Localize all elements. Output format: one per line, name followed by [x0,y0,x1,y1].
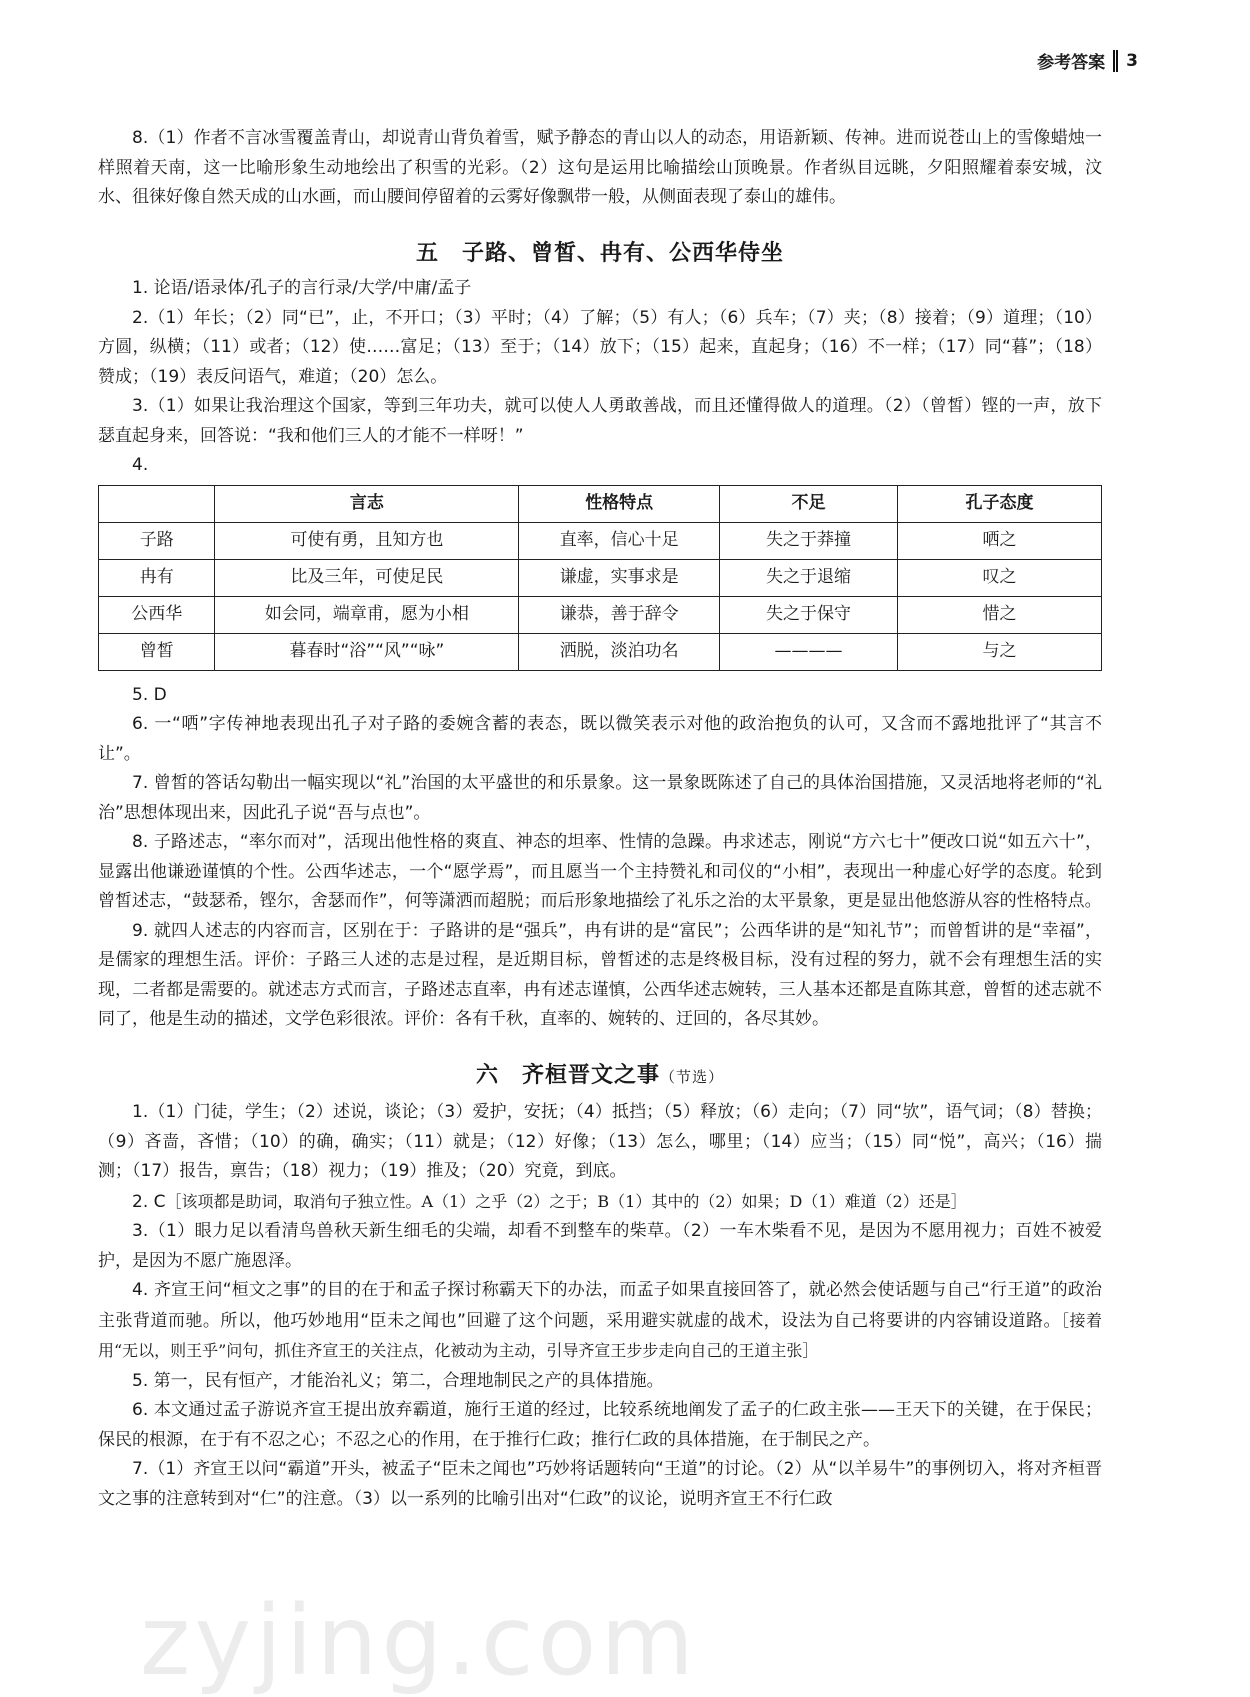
s5-answer-1: 1. 论语/语录体/孔子的言行录/大学/中庸/孟子 [132,278,472,298]
table-row [99,633,1102,670]
s5-answer-8: 8. 子路述志，“率尔而对”，活现出他性格的爽直、神态的坦率、性情的急躁。冉求述志，刚说“方六七十”便改口说“如五六十”，显露出他谦逊谨慎的个性。公西华述志，一个“愿学焉”，而且愿当一个主持赞礼和司仪的“小相”，表现出一种虚心好学的态度。轮到曾皙述志，“鼓瑟希，铿尔，舍瑟而作”，何等潇洒而超脱；而后形象地描绘了礼乐之治的太平景象，更是显出他悠游从容的性格特点。 [98,832,1102,911]
section-6-title [98,1061,1102,1093]
table-cell: 暮春时“浴”“风”“咏” [215,633,519,670]
table-header-row [99,485,1102,522]
s6-answer-4-main: 4. 齐宣王问“桓文之事”的目的在于和孟子探讨称霸天下的办法，而孟子如果直接回答了，就必然会使话题与自己“行王道”的政治主张背道而驰。所以，他巧妙地用“臣未之闻也”回避了这个问题，采用避实就虚的战术，设法为自己将要讲的内容铺设道路。 [98,1280,1102,1331]
table-header-cell: 言志 [215,485,519,522]
table-cell: 比及三年，可使足民 [215,559,519,596]
table-header-cell: 不足 [719,485,897,522]
table-cell: 冉有 [99,559,215,596]
page-content [98,124,1102,1514]
s6-answer-4-note: ［接着用“无以，则王乎”问句，抓住齐宣王的关注点，化被动为主动，引导齐宣王步步走向自己的王道主张］ [98,1310,1102,1360]
table-cell: 叹之 [898,559,1102,596]
table-cell: 子路 [99,522,215,559]
table-cell: 谦恭，善于辞令 [519,596,720,633]
s5-answer-4-label: 4. [132,455,149,475]
s6-answer-2 [98,1187,1102,1218]
section-5-title: 五 子路、曾皙、冉有、公西华侍坐 [415,239,784,266]
page-header [1037,48,1138,73]
table-cell: 如会同，端章甫，愿为小相 [215,596,519,633]
table-row [99,522,1102,559]
character-comparison-table [98,485,1102,671]
table-row [99,559,1102,596]
table-row [99,596,1102,633]
header-divider [1113,50,1118,72]
watermark: zyjing.com [140,1585,698,1697]
s6-answer-5: 5. 第一，民有恒产，才能治礼义；第二，合理地制民之产的具体措施。 [132,1370,664,1391]
table-cell: 哂之 [898,522,1102,559]
table-header-cell [99,485,215,522]
s5-answer-2: 2.（1）年长；（2）同“已”，止，不开口；（3）平时；（4）了解；（5）有人；（6）兵车；（7）夹；（8）接着；（9）道理；（10）方圆，纵横；（11）或者；（12）使……富足；（13）至于；（14）放下；（15）起来，直起身；（16）不一样；（17）同“暮”；（18）赞成；（19）表反问语气，难道；（20）怎么。 [98,307,1102,387]
table-cell: 洒脱，淡泊功名 [519,633,720,670]
s5-answer-9: 9. 就四人述志的内容而言，区别在于：子路讲的是“强兵”，冉有讲的是“富民”；公西华讲的是“知礼节”；而曾皙讲的是“幸福”，是儒家的理想生活。评价：子路三人述的志是过程，是近期目标，曾皙述的志是终极目标，没有过程的努力，就不会有理想生活的实现，二者都是需要的。就述志方式而言，子路述志直率，冉有述志谨慎，公西华述志婉转，三人基本还都是直陈其意，曾皙的述志就不同了，他是生动的描述，文学色彩很浓。评价：各有千秋，直率的、婉转的、迂回的，各尽其妙。 [98,920,1102,1029]
table-cell: 公西华 [99,596,215,633]
section-6-subtitle: （节选） [660,1067,725,1086]
s5-answer-3: 3.（1）如果让我治理这个国家，等到三年功夫，就可以使人人勇敢善战，而且还懂得做人的道理。（2）（曾皙）铿的一声，放下瑟直起身来，回答说：“我和他们三人的才能不一样呀！” [98,396,1102,446]
table-cell: ———— [719,633,897,670]
intro-answer-8: 8.（1）作者不言冰雪覆盖青山，却说青山背负着雪，赋予静态的青山以人的动态，用语新颖、传神。进而说苍山上的雪像蜡烛一样照着天南，这一比喻形象生动地绘出了积雪的光彩。（2）这句是运用比喻描绘山顶晚景。作者纵目远眺，夕阳照耀着泰安城，汶水、徂徕好像自然天成的山水画，而山腰间停留着的云雾好像飘带一般，从侧面表现了泰山的雄伟。 [98,128,1102,207]
section-6-title-text: 六 齐桓晋文之事 [475,1061,660,1088]
s6-answer-6: 6. 本文通过孟子游说齐宣王提出放弃霸道，施行王道的经过，比较系统地阐发了孟子的仁政主张——王天下的关键，在于保民；保民的根源，在于有不忍之心；不忍之心的作用，在于推行仁政；推行仁政的具体措施，在于制民之产。 [98,1400,1102,1450]
table-cell: 与之 [898,633,1102,670]
table-cell: 曾皙 [99,633,215,670]
s6-answer-7: 7.（1）齐宣王以问“霸道”开头，被孟子“臣未之闻也”巧妙将话题转向“王道”的讨论。（2）从“以羊易牛”的事例切入，将对齐桓晋文之事的注意转到对“仁”的注意。（3）以一系列的比喻引出对“仁政”的议论，说明齐宣王不行仁政 [98,1459,1102,1509]
header-title: 参考答案 [1037,53,1106,73]
table-cell: 谦虚，实事求是 [519,559,720,596]
s6-answer-2-main: 2. C [132,1191,166,1212]
s5-answer-7: 7. 曾皙的答话勾勒出一幅实现以“礼”治国的太平盛世的和乐景象。这一景象既陈述了自己的具体治国措施，又灵活地将老师的“礼治”思想体现出来，因此孔子说“吾与点也”。 [98,773,1102,823]
s5-answer-5: 5. D [132,684,167,705]
s5-answer-6: 6. 一“哂”字传神地表现出孔子对子路的委婉含蓄的表态，既以微笑表示对他的政治抱负的认可，又含而不露地批评了“其言不让”。 [98,714,1102,764]
table-cell: 可使有勇，且知方也 [215,522,519,559]
table-header-cell: 孔子态度 [898,485,1102,522]
table-cell: 失之于莽撞 [719,522,897,559]
s6-answer-4 [98,1276,1102,1367]
s6-answer-3: 3.（1）眼力足以看清鸟兽秋天新生细毛的尖端，却看不到整车的柴草。（2）一车木柴看不见，是因为不愿用视力；百姓不被爱护，是因为不愿广施恩泽。 [98,1221,1102,1271]
table-cell: 失之于退缩 [719,559,897,596]
table-cell: 直率，信心十足 [519,522,720,559]
table-header-cell: 性格特点 [519,485,720,522]
s6-answer-2-note: ［该项都是助词，取消句子独立性。A（1）之乎（2）之于；B（1）其中的（2）如果；D（1）难道（2）还是］ [165,1191,967,1211]
page-number: 3 [1126,50,1138,71]
table-cell: 惜之 [898,596,1102,633]
s6-answer-1: 1.（1）门徒，学生；（2）述说，谈论；（3）爱护，安抚；（4）抵挡；（5）释放；（6）走向；（7）同“欤”，语气词；（8）替换；（9）吝啬，吝惜；（10）的确，确实；（11）就是；（12）好像；（13）怎么，哪里；（14）应当；（15）同“悦”，高兴；（16）揣测；（17）报告，禀告；（18）视力；（19）推及；（20）究竟，到底。 [98,1102,1102,1181]
table-cell: 失之于保守 [719,596,897,633]
